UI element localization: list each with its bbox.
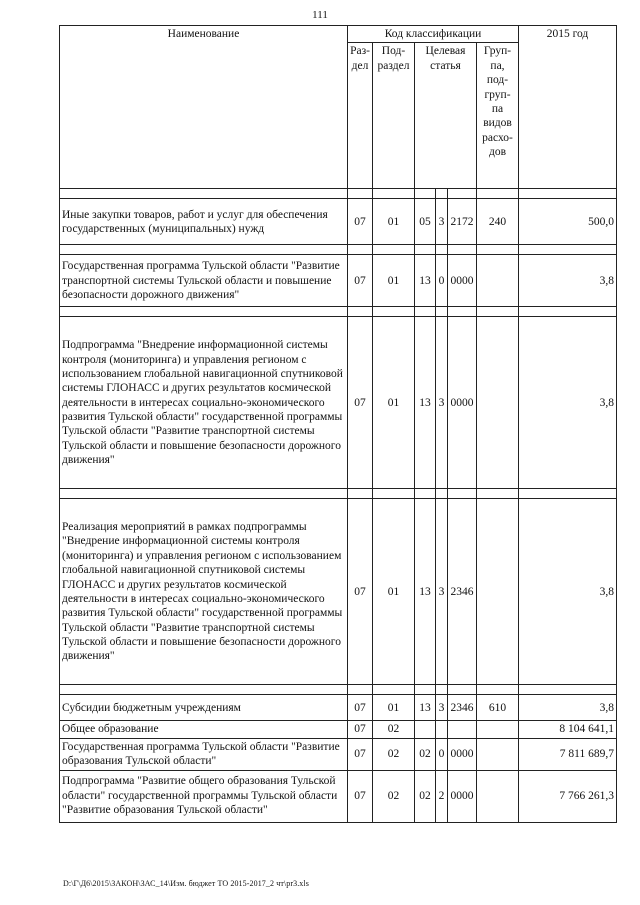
header-subsection: Под- раздел xyxy=(373,43,415,189)
spacer-cell xyxy=(436,685,448,695)
table-row xyxy=(60,738,617,770)
row-target-code-3: 0000 xyxy=(448,738,477,770)
row-amount: 3,8 xyxy=(519,695,617,721)
row-target-code-3: 2346 xyxy=(448,695,477,721)
row-expense-group xyxy=(477,255,519,307)
row-section: 07 xyxy=(348,255,373,307)
spacer-cell xyxy=(348,307,373,317)
row-target-code-3 xyxy=(448,721,477,738)
row-target-code-2: 0 xyxy=(436,255,448,307)
spacer-cell xyxy=(60,489,348,499)
spacer-cell xyxy=(373,685,415,695)
row-target-code-2: 3 xyxy=(436,317,448,489)
row-expense-group xyxy=(477,317,519,489)
row-expense-group xyxy=(477,721,519,738)
table-row xyxy=(60,721,617,738)
row-subsection: 01 xyxy=(373,695,415,721)
spacer-cell xyxy=(348,245,373,255)
row-expense-group: 610 xyxy=(477,695,519,721)
header-target-article: Целевая статья xyxy=(415,43,477,189)
header-name: Наименование xyxy=(60,26,348,189)
spacer-cell xyxy=(415,685,436,695)
spacer-cell xyxy=(373,489,415,499)
spacer-cell xyxy=(477,489,519,499)
spacer-cell xyxy=(60,307,348,317)
row-name: Подпрограмма "Развитие общего образования Тульской области" государственной программы Тульской области "Развитие образования Тульской области" xyxy=(60,770,348,822)
spacer-row xyxy=(60,685,617,695)
table-row xyxy=(60,499,617,685)
spacer-cell xyxy=(519,489,617,499)
row-subsection: 01 xyxy=(373,199,415,245)
row-target-code-2: 2 xyxy=(436,770,448,822)
spacer-cell xyxy=(348,189,373,199)
page-number: 111 xyxy=(312,9,328,21)
row-subsection: 02 xyxy=(373,738,415,770)
spacer-row xyxy=(60,307,617,317)
table-row xyxy=(60,199,617,245)
spacer-cell xyxy=(477,245,519,255)
row-target-code-1: 13 xyxy=(415,255,436,307)
spacer-cell xyxy=(519,189,617,199)
spacer-row xyxy=(60,189,617,199)
row-amount: 8 104 641,1 xyxy=(519,721,617,738)
row-target-code-2: 3 xyxy=(436,199,448,245)
header-classification: Код классификации xyxy=(348,26,519,43)
row-name: Государственная программа Тульской области "Развитие транспортной системы Тульской области и повышение безопасности дорожного движения" xyxy=(60,255,348,307)
row-section: 07 xyxy=(348,721,373,738)
spacer-cell xyxy=(60,245,348,255)
row-target-code-1: 13 xyxy=(415,499,436,685)
spacer-cell xyxy=(348,685,373,695)
row-name: Реализация мероприятий в рамках подпрограммы "Внедрение информационной системы контроля (мониторинга) и управления регионом с использованием глобальной навигационной спутниковой системы ГЛОНАСС и других результатов космической деятельности в интересах социально-экономического развития Тульской области" государственной программы Тульской области "Развитие транспортной системы Тульской области и повышение безопасности дорожного движения" xyxy=(60,499,348,685)
spacer-cell xyxy=(373,307,415,317)
row-name: Подпрограмма "Внедрение информационной системы контроля (мониторинга) и управления регионом с использованием глобальной навигационной спутниковой системы ГЛОНАСС и других результатов космической деятельности в интересах социально-экономического развития Тульской области" государственной программы Тульской области "Развитие транспортной системы Тульской области и повышение безопасности дорожного движения" xyxy=(60,317,348,489)
row-section: 07 xyxy=(348,695,373,721)
row-target-code-2: 3 xyxy=(436,695,448,721)
row-name: Общее образование xyxy=(60,721,348,738)
spacer-cell xyxy=(448,245,477,255)
row-section: 07 xyxy=(348,317,373,489)
row-section: 07 xyxy=(348,199,373,245)
row-name: Государственная программа Тульской области "Развитие образования Тульской области" xyxy=(60,738,348,770)
spacer-cell xyxy=(448,489,477,499)
file-path-footer: D:\Г\Д6\2015\ЗАКОН\ЗАС_14\Изм. бюджет ТО 2015-2017_2 чт\pr3.xls xyxy=(63,879,309,888)
row-target-code-2: 0 xyxy=(436,738,448,770)
row-expense-group xyxy=(477,738,519,770)
row-expense-group xyxy=(477,499,519,685)
row-target-code-1 xyxy=(415,721,436,738)
spacer-cell xyxy=(477,685,519,695)
row-section: 07 xyxy=(348,738,373,770)
header-section: Раз- дел xyxy=(348,43,373,189)
table-row xyxy=(60,317,617,489)
row-subsection: 01 xyxy=(373,499,415,685)
spacer-cell xyxy=(436,189,448,199)
spacer-cell xyxy=(519,307,617,317)
spacer-row xyxy=(60,489,617,499)
header-year: 2015 год xyxy=(519,26,617,189)
row-subsection: 01 xyxy=(373,255,415,307)
spacer-cell xyxy=(415,307,436,317)
budget-table xyxy=(59,25,617,823)
spacer-cell xyxy=(448,685,477,695)
spacer-cell xyxy=(436,307,448,317)
spacer-cell xyxy=(519,685,617,695)
row-subsection: 02 xyxy=(373,770,415,822)
row-section: 07 xyxy=(348,770,373,822)
spacer-cell xyxy=(60,685,348,695)
row-amount: 3,8 xyxy=(519,255,617,307)
spacer-cell xyxy=(415,245,436,255)
row-target-code-1: 05 xyxy=(415,199,436,245)
spacer-cell xyxy=(436,245,448,255)
row-target-code-2 xyxy=(436,721,448,738)
row-amount: 3,8 xyxy=(519,499,617,685)
row-name: Субсидии бюджетным учреждениям xyxy=(60,695,348,721)
spacer-cell xyxy=(60,189,348,199)
row-target-code-1: 02 xyxy=(415,738,436,770)
table-body xyxy=(60,189,617,822)
spacer-row xyxy=(60,245,617,255)
spacer-cell xyxy=(448,189,477,199)
table-header xyxy=(60,26,617,189)
table-row xyxy=(60,770,617,822)
row-section: 07 xyxy=(348,499,373,685)
row-target-code-3: 2346 xyxy=(448,499,477,685)
row-target-code-1: 13 xyxy=(415,695,436,721)
row-target-code-3: 0000 xyxy=(448,770,477,822)
row-amount: 7 766 261,3 xyxy=(519,770,617,822)
spacer-cell xyxy=(477,189,519,199)
table-row xyxy=(60,695,617,721)
row-expense-group xyxy=(477,770,519,822)
row-name: Иные закупки товаров, работ и услуг для обеспечения государственных (муниципальных) нужд xyxy=(60,199,348,245)
spacer-cell xyxy=(415,189,436,199)
row-target-code-3: 0000 xyxy=(448,317,477,489)
spacer-cell xyxy=(436,489,448,499)
header-expense-group: Груп- па, под- груп- па видов расхо- дов xyxy=(477,43,519,189)
row-amount: 7 811 689,7 xyxy=(519,738,617,770)
spacer-cell xyxy=(448,307,477,317)
spacer-cell xyxy=(477,307,519,317)
spacer-cell xyxy=(415,489,436,499)
row-amount: 3,8 xyxy=(519,317,617,489)
spacer-cell xyxy=(519,245,617,255)
spacer-cell xyxy=(373,189,415,199)
table-row xyxy=(60,255,617,307)
row-subsection: 02 xyxy=(373,721,415,738)
row-target-code-2: 3 xyxy=(436,499,448,685)
row-subsection: 01 xyxy=(373,317,415,489)
row-target-code-3: 2172 xyxy=(448,199,477,245)
spacer-cell xyxy=(373,245,415,255)
row-target-code-1: 02 xyxy=(415,770,436,822)
spacer-cell xyxy=(348,489,373,499)
row-target-code-3: 0000 xyxy=(448,255,477,307)
row-amount: 500,0 xyxy=(519,199,617,245)
row-target-code-1: 13 xyxy=(415,317,436,489)
row-expense-group: 240 xyxy=(477,199,519,245)
